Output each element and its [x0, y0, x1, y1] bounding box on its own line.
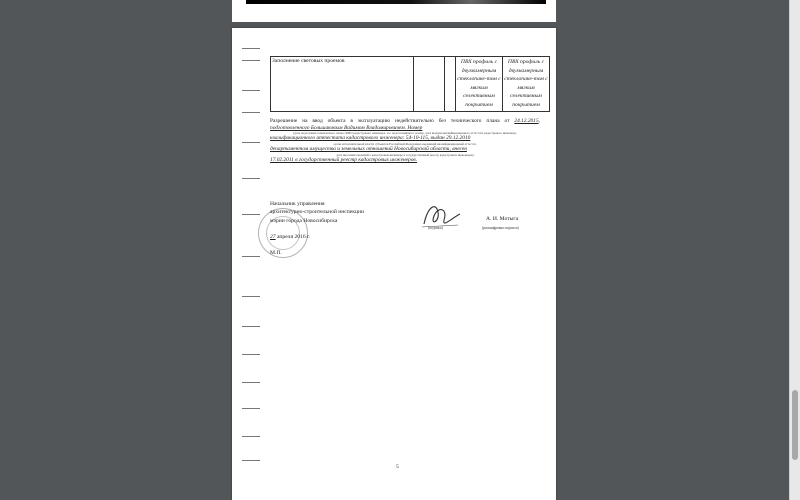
signatory-line: мэрии города Новосибирска — [270, 217, 338, 224]
margin-mark — [242, 60, 260, 61]
note-caption: (дата подготовки технического плана; ФИО кадастрового инженера, его подготовившего; номер, дата выдачи квалификационного аттестата кадастрового инженера, — [293, 131, 517, 136]
margin-mark — [242, 178, 260, 179]
margin-mark — [242, 382, 260, 383]
permit-intro: Разрешение на ввод объекта в эксплуатацию недействительно без технического плана от — [270, 118, 510, 124]
left-margin-marks — [242, 48, 260, 468]
page-number: 5 — [396, 464, 399, 470]
signing-date — [270, 234, 310, 240]
value-cell: ПВХ профиль с двухкамерным стеклопаке-том с мягким селективным покрытием — [456, 57, 503, 112]
signatory-line: Начальник управления — [270, 201, 325, 207]
plan-author: подготовленного Большаковым Вадимом Владимировичем. Номер — [270, 124, 423, 131]
margin-mark — [242, 112, 260, 113]
margin-mark — [242, 326, 260, 327]
value-cell: ПВХ профиль с двухкамерным стеклопаке-том с мягким селективным покрытием — [503, 57, 550, 112]
margin-mark — [242, 142, 260, 143]
scrollbar-thumb[interactable] — [792, 390, 798, 460]
seal-place-label: М.П. — [270, 250, 282, 256]
date-month-year: апреля 2016 г. — [277, 234, 311, 240]
margin-mark — [242, 296, 260, 297]
signatory-name: А. И. Мотыга — [486, 216, 519, 222]
date-day: 27 — [270, 234, 276, 240]
row-label: Заполнение световых проемов — [271, 57, 414, 112]
table-row — [271, 57, 550, 112]
signatory-line: архитектурно-строительной инспекции — [270, 209, 364, 216]
registry-line: 17.02.2011 в государственный реестр кадастровых инженеров. — [270, 156, 418, 163]
previous-page-fragment — [232, 0, 556, 22]
margin-mark — [242, 354, 260, 355]
signature-caption: (подпись) — [428, 226, 443, 230]
margin-mark — [242, 460, 260, 461]
permit-paragraph: Разрешение на ввод объекта в эксплуатацию недействительно без технического плана от 24.12.2015, подготовленного Большаковым Вадимом Владимировичем. Номер (дата подготовки технического плана; ФИО кадастрового инженера, его подготовившего; номер, дата выдачи квалификационного аттестата кадастрового инженера, квалификационного аттестата кадастрового инженера: 54-10-115, выдан 29.12.2010 орган исполнительной власти субъектов Российской Федерации, выдавший квалификационный аттестат, департаментом имущества и земельных отношений Новосибирской области, внесен дата внесения сведений о кадастровом инженере в государственный реестр кадастровых инженеров) 17.02.2011 в государственный реестр кадастровых инженеров. — [270, 118, 540, 163]
margin-mark — [242, 256, 260, 257]
certificate-line: квалификационного аттестата кадастрового инженера: 54-10-115, выдан 29.12.2010 — [270, 135, 471, 142]
margin-mark — [242, 90, 260, 91]
vertical-scrollbar[interactable] — [789, 0, 800, 500]
empty-cell — [445, 57, 456, 112]
note-caption: орган исполнительной власти субъектов Российской Федерации, выдавший квалификационный аттестат, — [333, 142, 477, 147]
characteristics-table — [270, 56, 550, 112]
margin-mark — [242, 214, 260, 215]
margin-mark — [242, 436, 260, 437]
plan-date: 24.12.2015 — [514, 118, 539, 124]
document-page — [232, 28, 556, 500]
previous-page-image-strip — [246, 0, 546, 4]
signatory-title — [270, 200, 400, 225]
note-caption: дата внесения сведений о кадастровом инженере в государственный реестр кадастровых инженеров) — [336, 152, 474, 157]
margin-mark — [242, 48, 260, 49]
margin-mark — [242, 408, 260, 409]
empty-cell — [414, 57, 445, 112]
name-caption: (расшифровка подписи) — [482, 226, 519, 230]
department-line: департаментом имущества и земельных отношений Новосибирской области, внесен — [270, 146, 467, 153]
